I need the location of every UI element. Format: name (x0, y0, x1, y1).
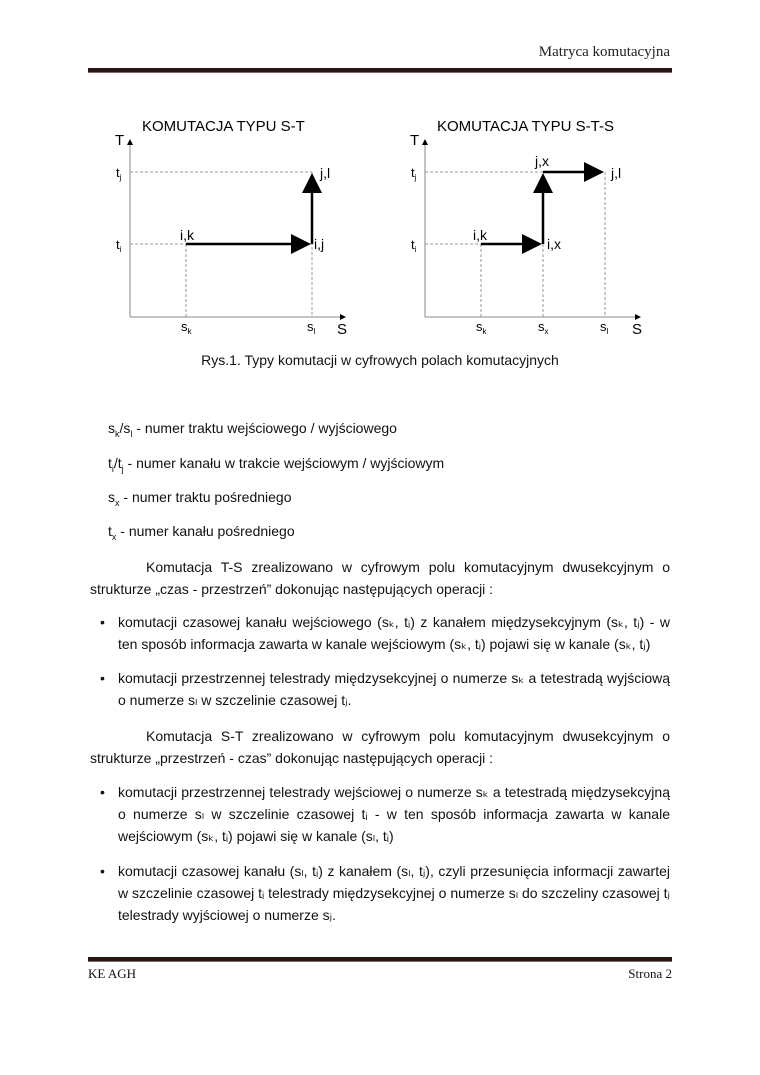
svg-text:j,l: j,l (320, 165, 331, 181)
chart-title: KOMUTACJA TYPU S-T-S (437, 118, 614, 135)
header-title: Matryca komutacyjna (538, 44, 670, 60)
svg-text:i,k: i,k (473, 227, 487, 243)
footer-left: KE AGH (88, 966, 137, 981)
figure-sts (395, 110, 665, 345)
page-number: Strona 2 (628, 966, 672, 981)
svg-text:S: S (632, 321, 643, 338)
svg-text:sx: $s_x$ (538, 319, 549, 336)
svg-text:sl: $s_l$ (307, 319, 316, 336)
legend-item: $t_x$ - numer kanału pośredniego (108, 523, 295, 542)
svg-text:ti: $t_i$ (411, 237, 417, 254)
svg-text:sk: $s_k$ (181, 319, 192, 336)
svg-text:j,l: j,l (611, 165, 622, 181)
svg-text:i,x: i,x (547, 236, 561, 252)
footer-rule (88, 957, 672, 962)
paragraph-st-intro: Komutacja S-T zrealizowano w cyfrowym polu komutacyjnym dwusekcyjnym o strukturze „przestrzeń - czas” dokonując następujących operacji : (90, 728, 670, 766)
svg-text:i,k: i,k (180, 227, 194, 243)
svg-text:i,j: i,j (314, 236, 325, 252)
svg-text:T: T (410, 132, 420, 149)
bullet-icon: • (100, 784, 105, 800)
axis-s-label: S (337, 321, 348, 338)
svg-text:ti: $t_i$ (116, 237, 122, 254)
svg-text:tj: $t_j$ (116, 165, 122, 182)
figure-st (100, 110, 360, 345)
chart-title: KOMUTACJA TYPU S-T (142, 118, 305, 135)
bullet-icon: • (100, 614, 105, 630)
svg-text:sk: $s_k$ (476, 319, 487, 336)
bullet-icon: • (100, 670, 105, 686)
legend-item: $s_x$ - numer traktu pośredniego (108, 489, 292, 508)
axis-t-label: T (115, 132, 125, 149)
paragraph-ts-intro: Komutacja T-S zrealizowano w cyfrowym polu komutacyjnym dwusekcyjnym o strukturze „czas - przestrzeń” dokonując następujących operacji : (90, 559, 670, 597)
bullet-icon: • (100, 863, 105, 879)
header-rule (88, 68, 672, 73)
svg-text:tj: $t_j$ (411, 165, 417, 182)
figure-caption: Rys.1. Typy komutacji w cyfrowych polach komutacyjnych (201, 352, 559, 368)
legend-item: $t_i/t_j$ - numer kanału w trakcie wejściowym / wyjściowym (108, 455, 445, 474)
svg-text:j,x: j,x (535, 153, 549, 169)
svg-text:sl: $s_l$ (600, 319, 609, 336)
legend-item: $s_k/s_l$ - numer traktu wejściowego / wyjściowego (108, 420, 397, 439)
